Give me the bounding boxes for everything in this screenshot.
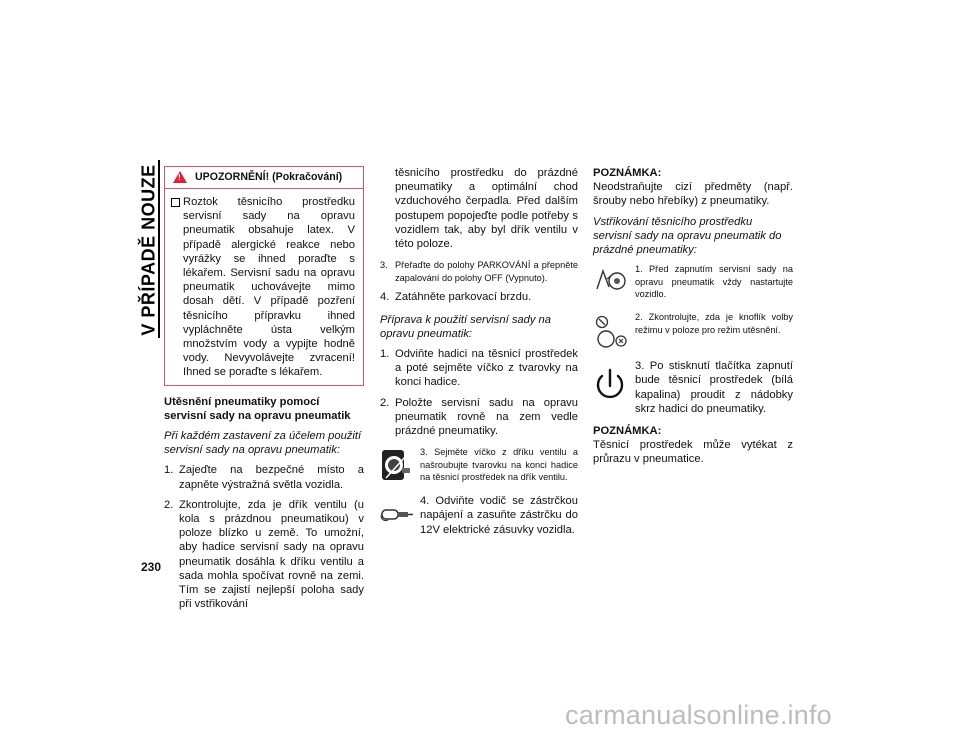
pic-step-text: 3. Po stisknutí tlačítka zapnutí bude těsnicí prostředek (bílá kapalina) proudit z nádobky skrz hadici do pneumatiky. [635, 360, 793, 415]
step-text: Přeřaďte do polohy PARKOVÁNÍ a přepněte zapalování do polohy OFF (Vypnuto). [395, 260, 578, 283]
mode-knob-icon [593, 313, 629, 349]
section-title-text: V PŘÍPADĚ NOUZE [138, 164, 159, 336]
section-heading: Utěsnění pneumatiky pomocí servisní sady na opravu pneumatik [164, 395, 351, 422]
power-plug-icon [380, 504, 414, 524]
prep-steps-list [380, 347, 578, 438]
step-number: 1. [380, 348, 390, 361]
column-2 [380, 166, 578, 545]
step-number: 4. [380, 291, 390, 304]
inject-subheading: Vstřikování těsnicího prostředku servisní sady na opravu pneumatik do prázdné pneumatiky: [593, 215, 782, 257]
prep-subheading: Příprava k použití servisní sady na opravu pneumatik: [380, 313, 551, 340]
warning-text: Roztok těsnicího prostředku servisní sady na opravu pneumatik obsahuje latex. V případě alergické reakce nebo vyrážky se ihned poraďte s lékařem. Servisní sadu na opravu pneumatik uchovávejte mimo dosah dětí. V případě pozření těsnicího přípravku ihned vypláchněte ústa velkým množstvím vody a vypijte hodně vody. Nevyvolávejte zvracení! Ihned se poraďte s lékařem. [183, 196, 355, 379]
power-button-icon [593, 367, 627, 407]
list-item [164, 463, 364, 491]
section-intro: Při každém zastavení za účelem použití servisní sady na opravu pneumatik: [164, 430, 362, 457]
valve-cap-icon [380, 448, 412, 484]
pic-step-valve [380, 446, 578, 486]
pic-step-knob [593, 311, 793, 351]
note-title: POZNÁMKA: [593, 167, 662, 179]
column-1 [164, 166, 364, 619]
warning-box [164, 166, 364, 386]
step-number: 3. [380, 260, 388, 271]
step-text: Položte servisní sadu na opravu pneumatik rovně na zem vedle prázdné pneumatiky. [395, 396, 578, 438]
ignition-icon [593, 265, 627, 295]
warning-header [165, 167, 363, 189]
step-number: 1. [164, 464, 174, 477]
note-title: POZNÁMKA: [593, 425, 662, 438]
step-text: Zkontrolujte, zda je dřík ventilu (u kola s prázdnou pneumatikou) v poloze blízko u země. To umožní, aby hadice servisní sady na opravu pneumatik dosáhla k dříku ventilu a sada mohla spočívat rovně na zemi. Tím se zajistí nejlepší poloha sady při vstřikování [179, 498, 364, 611]
warning-exclamation-icon: ! [178, 173, 181, 182]
pic-step-text: 4. Odviňte vodič se zástrčkou napájení a zasuňte zástrčku do 12V elektrické zásuvky vozidla. [420, 495, 578, 536]
pic-step-power [593, 359, 793, 416]
pic-step-plug [380, 494, 578, 537]
note-text: Těsnicí prostředek může vytékat z průrazu v pneumatice. [593, 439, 793, 466]
list-item [380, 396, 578, 439]
warning-body [165, 189, 363, 385]
column-3 [593, 166, 793, 473]
list-item [380, 290, 578, 304]
pic-step-text: 2. Zkontrolujte, zda je knoflík volby režimu v poloze pro režim utěsnění. [635, 312, 793, 335]
step-continuation: těsnicího prostředku do prázdné pneumatiky a optimální chod vzduchového čerpadla. Před dalším postupem popojeďte podle potřeby s vozidlem tak, aby byl dřík ventilu v této poloze. [395, 167, 578, 251]
checkbox-bullet-icon [171, 198, 180, 207]
step-text: Odviňte hadici na těsnicí prostředek a poté sejměte víčko z tvarovky na konci hadice. [395, 348, 578, 389]
page-number: 230 [141, 560, 162, 574]
stop-steps-list-cont [380, 259, 578, 304]
warning-title: UPOZORNĚNÍ! (Pokračování) [195, 171, 343, 183]
step-text: Zajeďte na bezpečné místo a zapněte výstražná světla vozidla. [179, 464, 364, 491]
pic-step-ignition [593, 263, 793, 303]
list-item [164, 498, 364, 612]
list-item [380, 259, 578, 284]
step-number: 2. [380, 396, 390, 409]
step-number: 2. [164, 498, 174, 511]
pic-step-text: 3. Sejměte víčko z dříku ventilu a našroubujte tvarovku na konci hadice na těsnicí prostředek na dřík ventilu. [420, 447, 578, 483]
step-text: Zatáhněte parkovací brzdu. [395, 291, 532, 304]
note-text: Neodstraňujte cizí předměty (např. šrouby nebo hřebíky) z pneumatiky. [593, 181, 793, 208]
list-item [380, 347, 578, 390]
stop-steps-list [164, 463, 364, 611]
watermark: carmanualsonline.info [565, 700, 832, 730]
pic-step-text: 1. Před zapnutím servisní sady na opravu pneumatik vždy nastartujte vozidlo. [635, 264, 793, 300]
section-title-rule [158, 160, 160, 338]
